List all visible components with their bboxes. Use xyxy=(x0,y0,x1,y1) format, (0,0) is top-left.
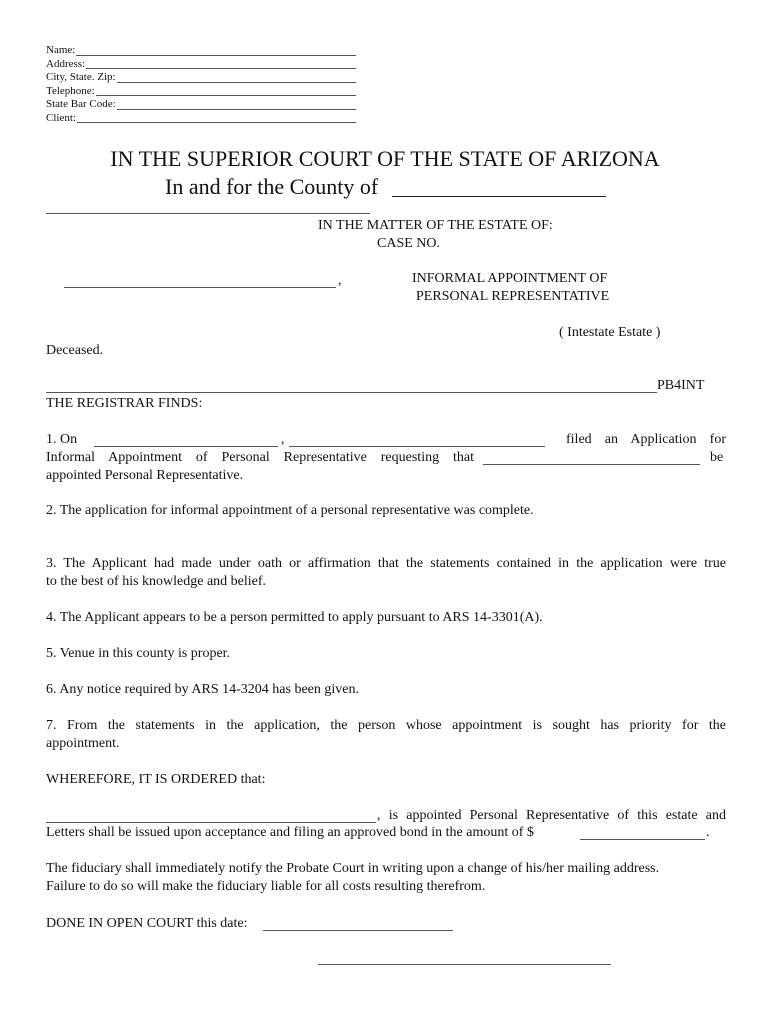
estate-type: ( Intestate Estate ) xyxy=(559,325,661,340)
county-line[interactable] xyxy=(392,196,606,197)
county-label: In and for the County of xyxy=(165,174,379,199)
done-label: DONE IN OPEN COURT this date: xyxy=(46,916,248,931)
item7-line2: appointment. xyxy=(46,736,120,751)
item1-line2-text: Informal Appointment of Personal Representative requesting that xyxy=(46,450,474,465)
court-title: IN THE SUPERIOR COURT OF THE STATE OF ARIZONA xyxy=(110,146,660,171)
signature-line[interactable] xyxy=(318,964,611,965)
item1-on: 1. On xyxy=(46,432,78,447)
item1-line3: appointed Personal Representative. xyxy=(46,468,244,483)
item6-text: 6. Any notice required by ARS 14-3204 has been given. xyxy=(46,682,360,697)
item1-filed xyxy=(566,432,726,448)
state-bar-code-field[interactable] xyxy=(46,98,356,112)
letters-text: Letters shall be issued upon acceptance and filing an approved bond in the amount of $ xyxy=(46,825,534,840)
telephone-label: Telephone: xyxy=(46,84,95,97)
caption-bottom-line xyxy=(46,392,657,393)
decedent-name-line[interactable] xyxy=(64,287,336,288)
caption-top-line xyxy=(46,213,370,214)
doc-title-line-1: INFORMAL APPOINTMENT OF xyxy=(412,271,608,286)
name-field[interactable] xyxy=(46,44,356,58)
name-label: Name: xyxy=(46,44,76,56)
item3-line1: 3. The Applicant had made under oath or affirmation that the statements contained in the application were true xyxy=(46,556,726,571)
matter-label: IN THE MATTER OF THE ESTATE OF: xyxy=(318,218,553,233)
appointee-name-line[interactable] xyxy=(46,822,376,823)
bond-amount-line[interactable] xyxy=(580,839,705,840)
name-line[interactable] xyxy=(76,55,356,56)
appointed-clause xyxy=(377,808,726,824)
item1-be: be xyxy=(710,450,724,465)
client-field[interactable] xyxy=(46,112,356,126)
city-state-zip-label: City, State. Zip: xyxy=(46,71,116,83)
doc-title-line-2: PERSONAL REPRESENTATIVE xyxy=(416,289,610,304)
telephone-field[interactable] xyxy=(46,85,356,99)
item1-line2 xyxy=(46,450,474,466)
address-line[interactable] xyxy=(86,68,356,69)
case-no-label: CASE NO. xyxy=(377,236,441,251)
done-date-line[interactable] xyxy=(263,930,453,931)
item1-filed-text: filed an Application for xyxy=(566,432,726,447)
item7-line1: 7. From the statements in the application, the person whose appointment is sought has priority for the xyxy=(46,718,726,733)
state-bar-code-line[interactable] xyxy=(117,109,356,110)
item1-date-line[interactable] xyxy=(94,446,278,447)
findings-heading: THE REGISTRAR FINDS: xyxy=(46,396,203,411)
item5-text: 5. Venue in this county is proper. xyxy=(46,646,231,661)
item3 xyxy=(46,556,726,572)
notify-line-2: Failure to do so will make the fiduciary liable for all costs resulting therefrom. xyxy=(46,879,486,894)
address-label: Address: xyxy=(46,57,86,70)
appointed-text: , is appointed Personal Representative of this estate and xyxy=(377,808,726,823)
address-field[interactable] xyxy=(46,58,356,72)
item1-applicant-line[interactable] xyxy=(289,446,545,447)
item4-text: 4. The Applicant appears to be a person permitted to apply pursuant to ARS 14-3301(A). xyxy=(46,610,543,625)
notify-line-1: The fiduciary shall immediately notify the Probate Court in writing upon a change of his/her mailing address. xyxy=(46,861,660,876)
city-state-zip-line[interactable] xyxy=(117,82,356,83)
item7 xyxy=(46,718,726,734)
form-code: PB4INT xyxy=(657,378,705,393)
telephone-line[interactable] xyxy=(96,95,356,96)
deceased-label: Deceased. xyxy=(46,343,104,358)
client-line[interactable] xyxy=(77,122,356,123)
bond-period: . xyxy=(706,825,710,840)
attorney-info-block xyxy=(46,44,356,125)
item2-text: 2. The application for informal appointment of a personal representative was complete. xyxy=(46,503,534,518)
decedent-comma: , xyxy=(338,273,342,288)
order-heading: WHEREFORE, IT IS ORDERED that: xyxy=(46,772,266,787)
state-bar-code-label: State Bar Code: xyxy=(46,98,116,110)
item1-comma: , xyxy=(281,432,285,447)
item3-line2: to the best of his knowledge and belief. xyxy=(46,574,267,589)
item1-nominee-line[interactable] xyxy=(483,464,700,465)
city-state-zip-field[interactable] xyxy=(46,71,356,85)
client-label: Client: xyxy=(46,111,76,124)
